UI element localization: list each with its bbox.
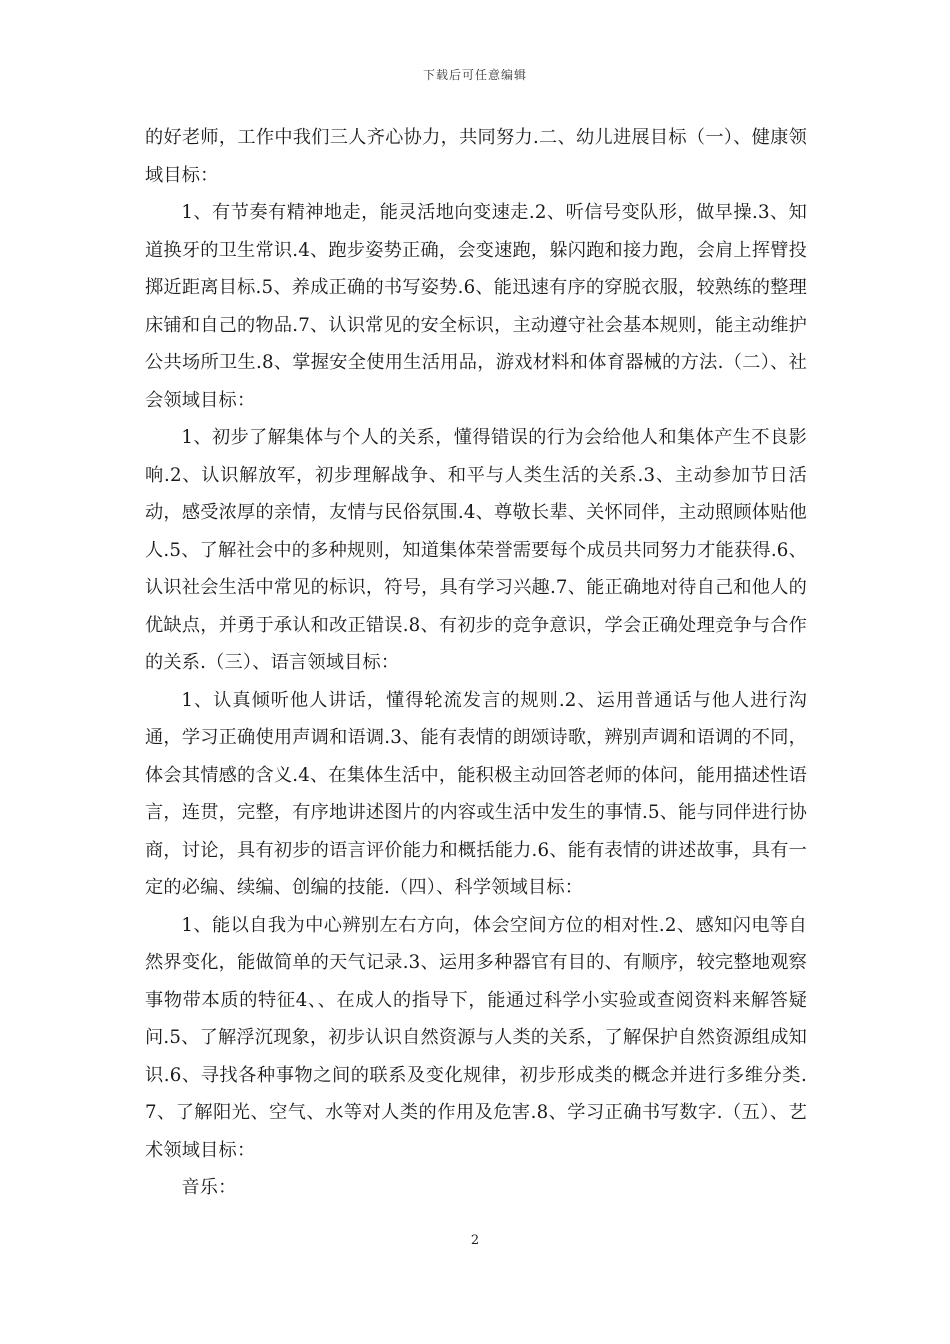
document-body [145, 119, 807, 1207]
page-number: 2 [470, 1233, 480, 1248]
paragraph-health-goals: 1、有节奏有精神地走，能灵活地向变速走.2、听信号变队形，做早操.3、知道换牙的卫生常识.4、跑步姿势正确，会变速跑，躲闪跑和接力跑，会肩上挥臂投掷近距离目标.5、养成正确的书写姿势.6、能迅速有序的穿脱衣服，较熟练的整理床铺和自己的物品.7、认识常见的安全标识，主动遵守社会基本规则，能主动维护公共场所卫生.8、掌握安全使用生活用品，游戏材料和体育器械的方法.（二）、社会领域目标： [145, 202, 807, 411]
paragraph-language-goals: 1、认真倾听他人讲话，懂得轮流发言的规则.2、运用普通话与他人进行沟通，学习正确使用声调和语调.3、能有表情的朗颂诗歌，辨别声调和语调的不同，体会其情感的含义.4、在集体生活中，能积极主动回答老师的体问，能用描述性语言，连贯，完整，有序地讲述图片的内容或生活中发生的事情.5、能与同伴进行协商，讨论，具有初步的语言评价能力和概括能力.6、能有表情的讲述故事，具有一定的必编、续编、创编的技能.（四）、科学领域目标： [145, 689, 807, 898]
paragraph-continuation: 的好老师，工作中我们三人齐心协力，共同努力.二、幼儿进展目标（一）、健康领域目标： [145, 127, 807, 186]
paragraph-science-goals: 1、能以自我为中心辨别左右方向，体会空间方位的相对性.2、感知闪电等自然界变化，能做简单的天气记录.3、运用多种器官有目的、有顺序，较完整地观察事物带本质的特征4、、在成人的指导下，能通过科学小实验或查阅资料来解答疑问.5、了解浮沉现象，初步认识自然资源与人类的关系，了解保护自然资源组成知识.6、寻找各种事物之间的联系及变化规律，初步形成类的概念并进行多维分类.7、了解阳光、空气、水等对人类的作用及危害.8、学习正确书写数字.（五）、艺术领域目标： [145, 914, 807, 1161]
page-header: 下载后可任意编辑 [422, 68, 527, 82]
paragraph-social-goals: 1、初步了解集体与个人的关系，懂得错误的行为会给他人和集体产生不良影响.2、认识解放军，初步理解战争、和平与人类生活的关系.3、主动参加节日活动，感受浓厚的亲情，友情与民俗氛围.4、尊敬长辈、关怀同伴，主动照顾体贴他人.5、了解社会中的多种规则，知道集体荣誉需要每个成员共同努力才能获得.6、认识社会生活中常见的标识，符号，具有学习兴趣.7、能正确地对待自己和他人的优缺点，并勇于承认和改正错误.8、有初步的竞争意识，学会正确处理竞争与合作的关系.（三）、语言领域目标： [145, 427, 807, 673]
paragraph-music-heading: 音乐： [181, 1177, 237, 1198]
